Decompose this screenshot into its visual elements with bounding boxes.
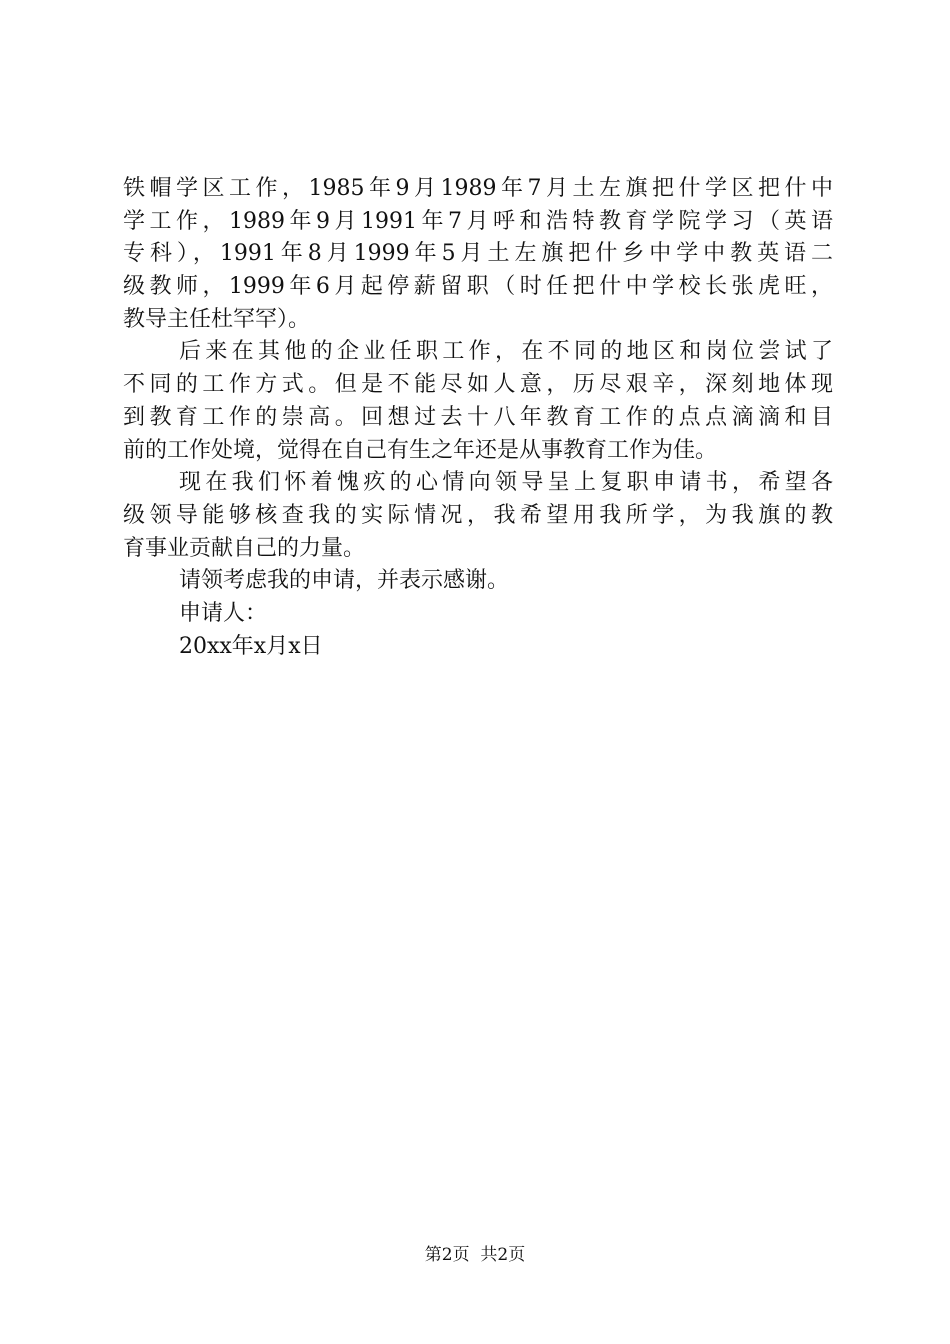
paragraph-start-line: 后来在其他的企业任职工作，在不同的地区和岗位尝试了 xyxy=(179,339,833,365)
body-line: 铁帽学区工作，1985年9月1989年7月土左旗把什学区把什中 xyxy=(123,176,833,201)
date-line: 20xx年x月x日 xyxy=(179,633,323,659)
paragraph-start-line: 现在我们怀着愧疚的心情向领导呈上复职申请书，希望各 xyxy=(179,470,833,496)
body-line: 不同的工作方式。但是不能尽如人意，历尽艰辛，深刻地体现 xyxy=(123,372,833,398)
body-line: 育事业贡献自己的力量。 xyxy=(123,535,366,561)
page-number-footer: 第2页 共2页 xyxy=(424,1245,526,1265)
body-line: 教导主任杜罕罕）。 xyxy=(123,306,311,332)
body-line: 到教育工作的崇高。回想过去十八年教育工作的点点滴滴和目 xyxy=(123,404,833,430)
closing-line: 请领考虑我的申请，并表示感谢。 xyxy=(179,568,510,594)
applicant-label: 申请人： xyxy=(179,600,268,626)
body-line: 专科），1991年8月1999年5月土左旗把什乡中学中教英语二 xyxy=(123,241,833,267)
body-line: 级领导能够核查我的实际情况，我希望用我所学，为我旗的教 xyxy=(123,502,833,528)
body-line: 学工作，1989年9月1991年7月呼和浩特教育学院学习（英语 xyxy=(123,208,833,234)
body-line: 级教师，1999年6月起停薪留职（时任把什中学校长张虎旺， xyxy=(123,274,833,300)
document-body xyxy=(123,173,833,663)
body-line: 前的工作处境，觉得在自己有生之年还是从事教育工作为佳。 xyxy=(123,437,718,463)
